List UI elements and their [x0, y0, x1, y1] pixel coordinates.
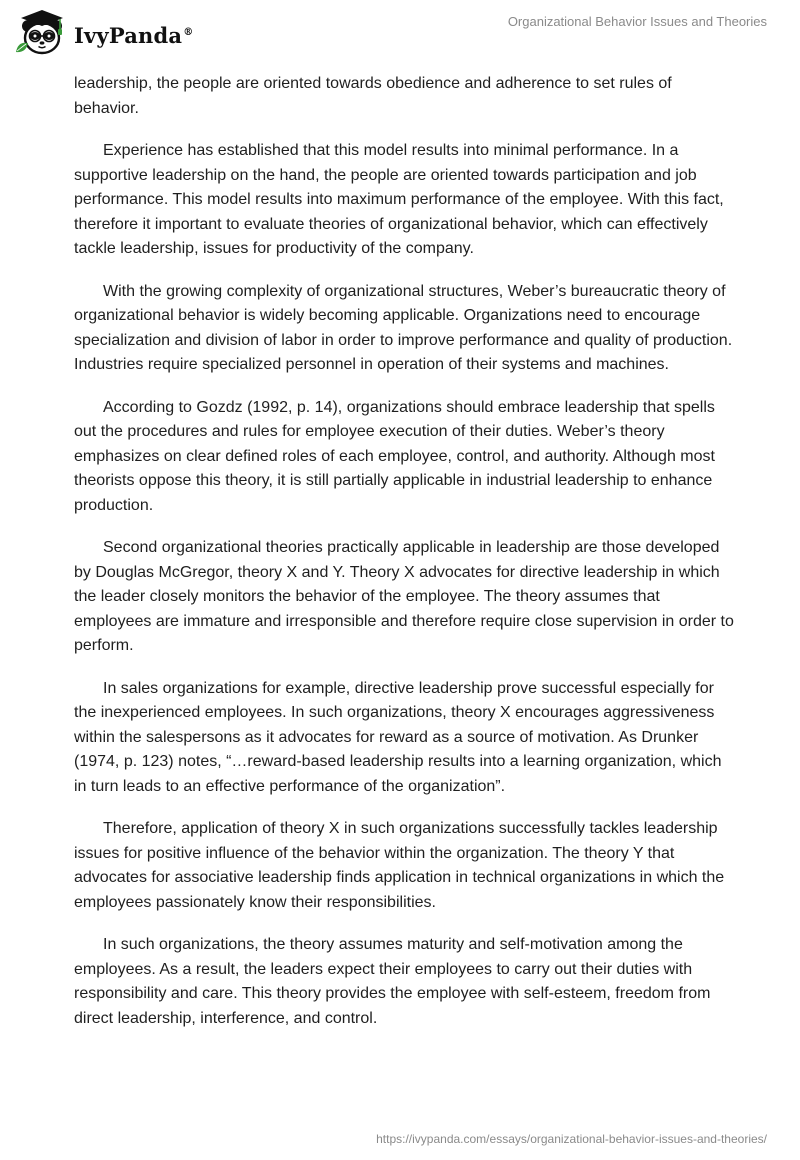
document-title: Organizational Behavior Issues and Theories — [507, 14, 767, 29]
source-url[interactable]: https://ivypanda.com/essays/organizational-behavior-issues-and-theories/ — [376, 1132, 767, 1146]
page-header — [0, 0, 800, 70]
brand-logo[interactable] — [14, 7, 193, 59]
brand-name: IvyPanda® — [74, 22, 194, 48]
paragraph-1: leadership, the people are oriented towards obedience and adherence to set rules of behavior. — [74, 75, 672, 117]
paragraph-3: With the growing complexity of organizational structures, Weber’s bureaucratic theory of organizational behavior is widely becoming applicable. Organizations need to encourage specialization and division of labor in order to improve performance and quality of production. Industries require specialized personnel in operation of their systems and machines. — [74, 282, 733, 373]
paragraph-4: According to Gozdz (1992, p. 14), organizations should embrace leadership that spells out the procedures and rules for employee execution of their duties. Weber’s theory emphasizes on clear defined roles of each employee, control, and authority. Although most theorists oppose this theory, it is still partially applicable in industrial leadership to enhance production. — [74, 398, 715, 514]
essay-body — [74, 72, 734, 1049]
paragraph-8: In such organizations, the theory assumes maturity and self-motivation among the employees. As a result, the leaders expect their employees to carry out their duties with responsibility and care. This theory provides the employee with self-esteem, freedom from direct leadership, interference, and control. — [74, 936, 711, 1027]
paragraph-7: Therefore, application of theory X in such organizations successfully tackles leadership issues for positive influence of the behavior within the organization. The theory Y that advocates for associative leadership finds application in technical organizations in which the employees passionately know their responsibilities. — [74, 820, 725, 911]
paragraph-2: Experience has established that this model results into minimal performance. In a supportive leadership on the hand, the people are oriented towards participation and job performance. This model results into maximum performance of the employee. With this fact, therefore it important to evaluate theories of organizational behavior, which can effectively tackle leadership, issues for productivity of the company. — [74, 142, 724, 257]
paragraph-6: In sales organizations for example, directive leadership prove successful especially for the inexperienced employees. In such organizations, theory X encourages aggressiveness within the salespersons as it advocates for reward as a source of motivation. As Drunker (1974, p. 123) notes, “…reward-based leadership results into a learning organization, which in turn leads to an effective performance of the organization”. — [74, 679, 722, 795]
panda-graduate-icon — [14, 7, 72, 59]
registered-mark: ® — [183, 26, 194, 38]
paragraph-5: Second organizational theories practically applicable in leadership are those developed by Douglas McGregor, theory X and Y. Theory X advocates for directive leadership in which the leader closely monitors the behavior of the employee. The theory assumes that employees are immature and irresponsible and therefore require close supervision in order to perform. — [74, 539, 734, 654]
